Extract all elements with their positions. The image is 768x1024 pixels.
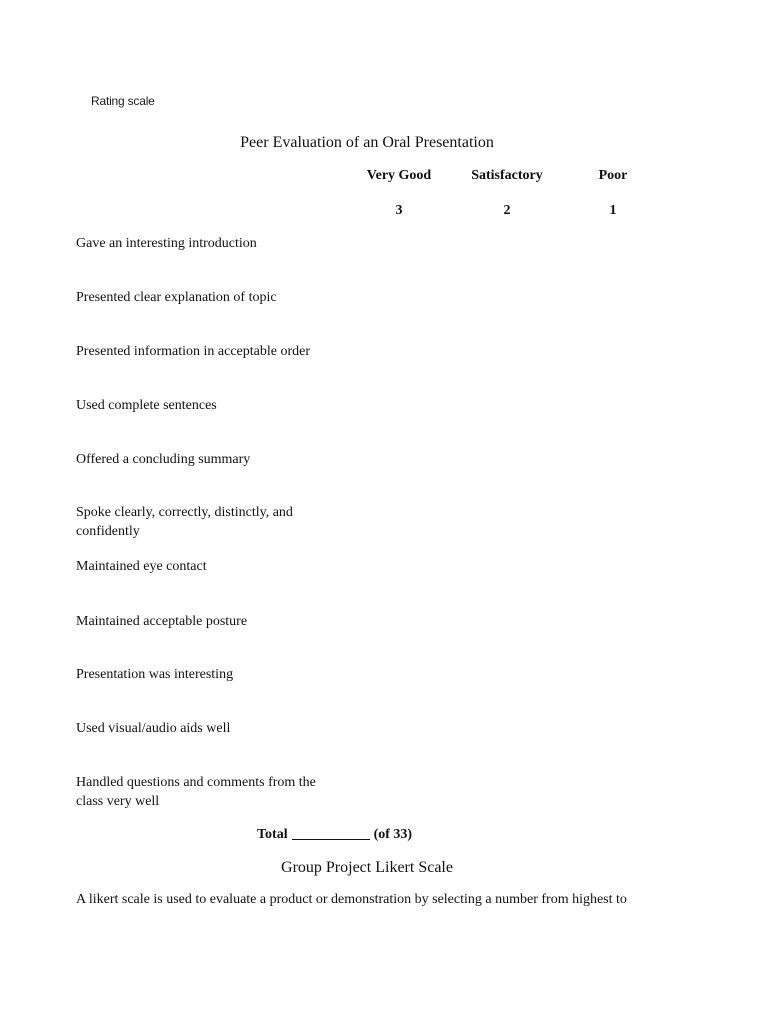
criterion-item: Presented clear explanation of topic: [76, 290, 277, 305]
column-header-poor: Poor: [598, 168, 628, 183]
criterion-item: Gave an interesting introduction: [76, 236, 257, 251]
criterion-item: Used complete sentences: [76, 398, 217, 413]
column-value-very-good: 3: [395, 203, 403, 218]
criterion-item: Maintained eye contact: [76, 559, 207, 574]
total-blank-field[interactable]: [292, 827, 370, 840]
total-line: [257, 827, 412, 843]
column-header-very-good: Very Good: [366, 168, 432, 183]
criterion-item: Maintained acceptable posture: [76, 614, 248, 629]
criterion-item: Offered a concluding summary: [76, 452, 251, 467]
total-label: Total: [257, 827, 288, 842]
criterion-item: Used visual/audio aids well: [76, 721, 231, 736]
criterion-item: Presented information in acceptable order: [76, 344, 311, 359]
criterion-item: Presentation was interesting: [76, 667, 234, 682]
column-value-satisfactory: 2: [503, 203, 511, 218]
likert-intro-text: A likert scale is used to evaluate a product or demonstration by selecting a number from highest to: [76, 892, 627, 907]
criterion-item: Handled questions and comments from the class very well: [76, 775, 316, 809]
criterion-item: Spoke clearly, correctly, distinctly, and confidently: [76, 505, 293, 539]
column-value-poor: 1: [609, 203, 617, 218]
likert-title: Group Project Likert Scale: [281, 859, 453, 876]
evaluation-title: Peer Evaluation of an Oral Presentation: [240, 134, 494, 151]
rating-scale-label: Rating scale: [91, 94, 155, 108]
total-suffix: (of 33): [373, 827, 413, 842]
column-header-satisfactory: Satisfactory: [471, 168, 543, 183]
